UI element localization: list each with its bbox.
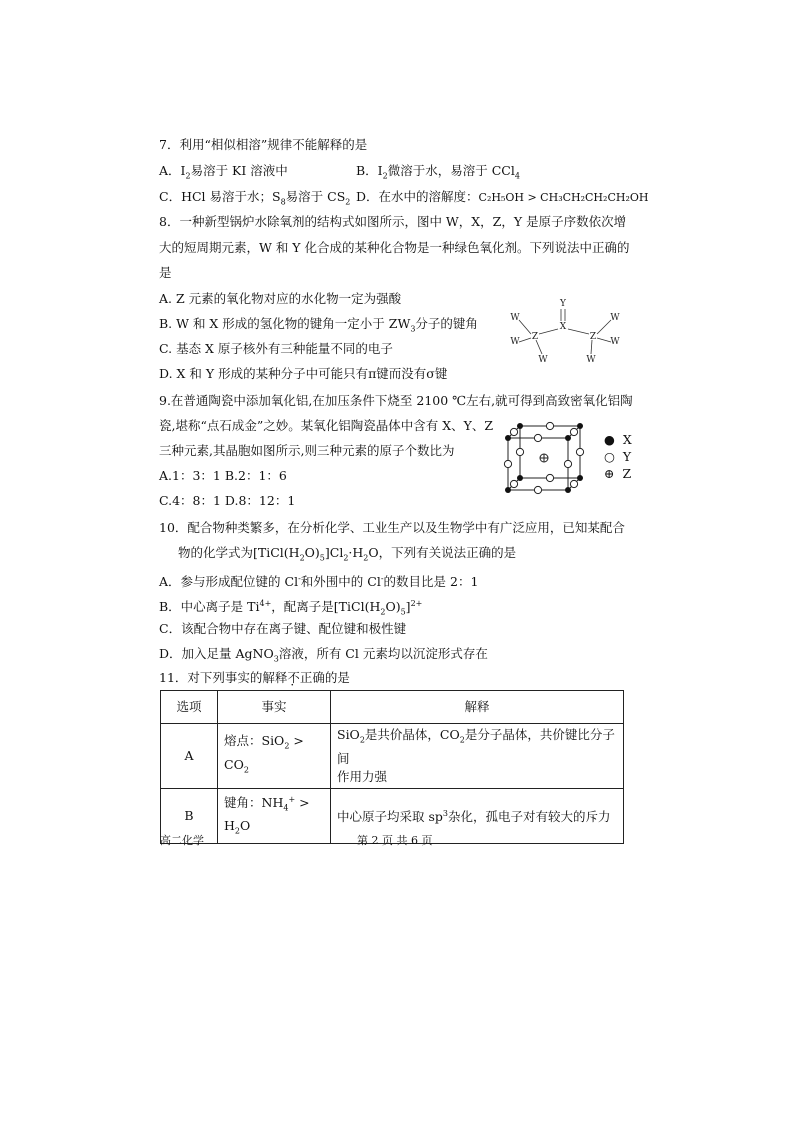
q10-option-b: B．中心离子是 $Ti^{4+}$，配离子是$[TiCl(H_2O)_5]^{2+}$ (159, 599, 423, 617)
fig-label-w3: W (538, 355, 548, 365)
q10-option-c: C．该配合物中存在离子键、配位键和极性键 (159, 621, 407, 636)
footer-page-number: 第 2 页 共 6 页 (357, 834, 433, 847)
footer-subject: 高二化学 (160, 834, 204, 847)
legend-x: ● X (604, 432, 632, 447)
row-a-fact: 熔点：$SiO_2 > CO_2$ (218, 724, 331, 789)
q9-unit-cell-figure (500, 418, 590, 496)
fig-label-x: X (559, 322, 567, 332)
fig-label-w4: W (610, 313, 620, 323)
fig-label-w6: W (586, 355, 596, 365)
q9-legend (604, 432, 644, 481)
q8-stem-line1: 8．一种新型锅炉水除氧剂的结构式如图所示，图中 W，X，Z，Y 是原子序数依次增 (159, 214, 627, 229)
q10-stem-line2: 物的化学式为$[TiCl(H_2O)_5]Cl_2\cdot H_2O$，下列有关说法正确的是 (178, 545, 517, 563)
fig-label-w2: W (510, 337, 520, 347)
q11-emphasis: 不正确 (287, 670, 325, 685)
q8-structure-figure (505, 296, 635, 368)
table-header-row (161, 691, 624, 724)
q7-option-d: D．在水中的溶解度：C₂H₅OH > CH₃CH₂CH₂CH₂OH (356, 189, 649, 204)
q8-stem-line2: 大的短周期元素，W 和 Y 化合成的某种化合物是一种绿色氧化剂。下列说法中正确的 (159, 240, 630, 255)
row-a-explanation: SiO$_2$是共价晶体，$CO_2$是分子晶体，共价键比分子间 作用力强 (331, 724, 624, 789)
legend-z: ⊕ Z (604, 466, 632, 481)
q9-stem-line1: 9.在普通陶瓷中添加氧化铝,在加压条件下烧至 2100 ℃左右,就可得到高致密氧化铝陶 (159, 393, 633, 408)
q8-stem-line3: 是 (159, 265, 172, 280)
q7-option-a: A．$I_2$易溶于 KI 溶液中 (159, 163, 288, 181)
q8-option-b: B. W 和 X 形成的氢化物的键角一定小于 $ZW_3$分子的键角 (159, 316, 478, 334)
q11-table (160, 690, 624, 844)
q10-option-d: D．加入足量 AgNO$_3$溶液，所有 Cl 元素均以沉淀形式存在 (159, 646, 488, 664)
q9-options-ab: A.1：3：1 B.2：1：6 (159, 468, 287, 483)
fig-label-z2: Z (589, 332, 597, 342)
legend-y: ○ Y (604, 449, 632, 464)
q8-option-c: C. 基态 X 原子核外有三种能量不同的电子 (159, 341, 393, 356)
header-explanation: 解释 (331, 691, 624, 724)
table-row (161, 724, 624, 789)
row-b-option: B (161, 788, 218, 843)
fig-label-w5: W (610, 337, 620, 347)
q10-option-a: A．参与形成配位键的 Cl-和外围中的 Cl-的数目比是 2：1 (159, 574, 479, 590)
q9-options-cd: C.4：8：1 D.8：12：1 (159, 493, 296, 508)
row-b-fact: 键角：$NH_4^+ > H_2O$ (218, 788, 331, 843)
q10-stem-line1: 10．配合物种类繁多，在分析化学、工业生产以及生物学中有广泛应用，已知某配合 (159, 520, 625, 535)
header-option: 选项 (161, 691, 218, 724)
fig-label-z1: Z (531, 332, 539, 342)
q8-option-a: A. Z 元素的氧化物对应的水化物一定为强酸 (159, 291, 402, 306)
q9-stem-line3: 三种元素,其晶胞如图所示,则三种元素的原子个数比为 (159, 443, 455, 458)
header-fact: 事实 (218, 691, 331, 724)
fig-label-w1: W (510, 313, 520, 323)
q11-stem: 11．对下列事实的解释不正确的是 (159, 670, 350, 685)
fig-label-y: Y (560, 299, 566, 309)
row-b-explanation: 中心原子均采取 $sp^3$杂化，孤电子对有较大的斥力 (331, 788, 624, 843)
row-a-option: A (161, 724, 218, 789)
q7-option-c: C．HCl 易溶于水；$S_8$易溶于 $CS_2$ (159, 189, 351, 207)
q7-option-b: B．$I_2$微溶于水，易溶于 CCl$_4$ (356, 163, 520, 181)
q8-option-d: D. X 和 Y 形成的某种分子中可能只有π键而没有σ键 (159, 366, 448, 381)
q9-stem-line2: 瓷,堪称“点石成金”之妙。某氧化铝陶瓷晶体中含有 X、Y、Z (159, 418, 494, 433)
q7-stem: 7．利用“相似相溶”规律不能解释的是 (159, 137, 368, 152)
